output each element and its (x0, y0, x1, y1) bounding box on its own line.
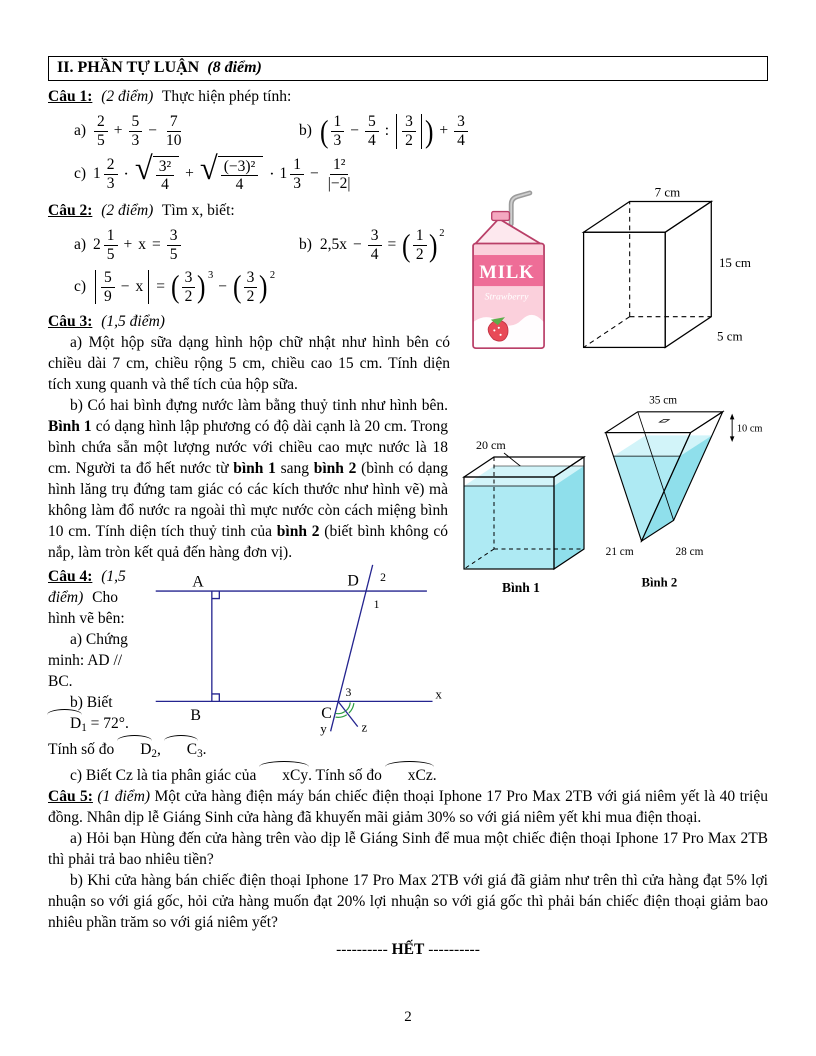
angle-1: 1 (373, 598, 380, 612)
angle-2: 2 (380, 571, 387, 585)
formula-cau1a: $\frac{2}{5}$ + $\frac{5}{3}$ − $\frac{7}{10}$ (93, 114, 186, 149)
strawberry-seed (498, 327, 500, 329)
cau5-heading-paragraph: Câu 5: (1 điểm) Một cửa hàng điện máy bán chiếc điện thoại Iphone 17 Pro Max 2TB với giá niêm yết là 40 triệu đồng. Nhân dịp lễ Giáng Sinh cửa hàng đã khuyến mãi giảm 30% so với giá niêm yết khi mua điện thoại. (48, 787, 768, 826)
section-points: (8 điểm) (207, 59, 262, 76)
end-marker: ---------- HẾT ---------- (336, 940, 480, 958)
cau1-heading (48, 86, 768, 107)
ray-y-label: y (320, 721, 327, 737)
formula-cau1b: ( $\frac{1}{3}$ − $\frac{5}{4}$ : $\frac{3}{2}$ ) + $\frac{3}{4}$ (319, 114, 469, 149)
ray-x-label: x (435, 686, 442, 702)
cau1-item-c (74, 150, 355, 194)
carton-gable (474, 219, 543, 246)
label-width: 7 cm (654, 186, 681, 200)
cau4-item-a: a) Chứng minh: AD // BC. (48, 631, 128, 691)
cuboid-front-face (584, 232, 666, 347)
cau3-paragraph-b: b) Có hai bình đựng nước làm bằng thuỷ tinh như hình bên. Bình 1 có dạng hình lập phương có độ dài cạnh là 20 cm. Trong bình chứa sẵn một lượng nước với chiều cao mực nước là 18 cm. Người ta đổ hết nước từ bình 1 sang bình 2 (bình có dạng hình lăng trụ đứng tam giác có các kích thước như hình vẽ) mà không làm đổ nước ra ngoài thì mực nước còn cách miệng bình 10 cm. Tính diện tích thuỷ tinh của bình 2 (biết bình không có nắp, làm tròn kết quả đến hàng đơn vị). (48, 397, 449, 562)
point-C: C (321, 705, 332, 723)
right-angle-mark (659, 420, 669, 423)
cuboid-hidden-edges (584, 202, 712, 348)
milk-flavor-text: Strawberry (484, 291, 529, 303)
cau2-item-c (74, 270, 275, 305)
cau1-c-label: c) (74, 165, 87, 183)
ray-z-label: z (361, 719, 368, 735)
cau3-points: (1,5 điểm) (101, 313, 165, 331)
cau3-paragraph-a: a) Một hộp sữa dạng hình hộp chữ nhật như hình bên có chiều dài 7 cm, chiều rộng 5 cm, chiều cao 15 cm. Tính diện tích xung quanh và thể tích của hộp sữa. (48, 334, 450, 394)
cau2-a-label: a) (74, 236, 87, 254)
binh1-water-front (464, 486, 554, 569)
formula-cau2a: 2 $\frac{1}{5}$ + x = $\frac{3}{5}$ (93, 228, 182, 263)
cau5-paragraph-b: b) Khi cửa hàng bán chiếc điện thoại Iphone 17 Pro Max 2TB với giá đã giảm như trên thì cửa hàng đạt 5% lợi nhuận so với giá gốc, hỏi cửa hàng muốn đạt 20% lợi nhuận so với giá gốc thì phải bán chiếc điện thoại giảm bao nhiêu phần trăm so với giá niêm yết? (48, 871, 768, 931)
figure-group-milk-box (458, 186, 768, 361)
section-title-box (48, 56, 768, 81)
carton-cap (492, 212, 510, 221)
arc-zCy-inner (336, 712, 345, 714)
strawberry-seed (500, 334, 502, 336)
milk-brand-text: MILK (479, 262, 535, 284)
gap-arrow-up (730, 414, 735, 420)
cau1-item-a (74, 114, 299, 149)
cau1-item-b (299, 114, 469, 149)
label-height: 15 cm (718, 254, 751, 270)
strawberry-seed (493, 330, 495, 332)
right-angle-A (212, 591, 219, 598)
figure-group-binh (456, 387, 768, 597)
label-binh2-right: 28 cm (675, 546, 704, 559)
formula-cau2b: 2,5x − $\frac{3}{4}$ = ( $\frac{1}{2}$ ) 2 (319, 227, 445, 263)
cau4-item-c: c) Biết Cz là tia phân giác của xCy. Tính số đo xCz. (70, 766, 437, 784)
label-binh1-edge: 20 cm (476, 438, 506, 453)
label-binh2-left: 21 cm (605, 546, 634, 559)
binh2-figure (600, 387, 768, 597)
page-number: 2 (404, 1009, 412, 1025)
cau2-b-label: b) (299, 236, 312, 254)
label-binh2-top: 35 cm (649, 394, 678, 407)
cau5-paragraph-a: a) Hỏi bạn Hùng đến cửa hàng trên vào dịp lễ Giáng Sinh để mua một chiếc điện thoại Iphone 17 Pro Max 2TB thì phải trả bao nhiêu tiền? (48, 829, 768, 868)
point-D: D (347, 572, 359, 590)
cau4-intro: Cho hình vẽ bên: (48, 589, 125, 628)
cau2-intro: Tìm x, biết: (161, 202, 235, 220)
cau2-item-b (299, 228, 444, 263)
formula-cau2c: $\frac{5}{9}$ − x = ( $\frac{3}{2}$ ) 3 − ( $\frac{3}{2}$ ) 2 (93, 270, 275, 305)
section-title: II. PHẦN TỰ LUẬN (57, 59, 200, 76)
right-angle-B (212, 694, 219, 701)
cau1-a-label: a) (74, 122, 87, 140)
ray-Cz (338, 702, 358, 727)
arc-xCz-inner (346, 703, 350, 711)
cau2-row-c (74, 270, 450, 305)
cau2-label: Câu 2: (48, 202, 93, 220)
transversal-DCy (331, 565, 373, 731)
milk-carton-figure (458, 186, 560, 356)
point-B: B (190, 707, 201, 725)
gap-arrow-down (730, 437, 735, 443)
cuboid-top-face (584, 202, 712, 233)
angle-3: 3 (345, 686, 352, 700)
binh1-figure (456, 387, 596, 597)
point-A: A (192, 573, 204, 591)
arc-zCy-outer (336, 715, 347, 718)
cau1-points: (2 điểm) (101, 88, 154, 105)
cau1-intro: Thực hiện phép tính: (161, 88, 292, 105)
cuboid-figure (574, 186, 766, 361)
binh2-caption: Bình 2 (641, 575, 678, 590)
cau1-b-label: b) (299, 122, 312, 140)
binh1-caption: Bình 1 (502, 580, 540, 596)
cau3-label: Câu 3: (48, 313, 93, 331)
label-depth: 5 cm (717, 328, 743, 344)
cuboid-side-face (665, 202, 711, 348)
geometry-figure (146, 563, 446, 736)
cau2-row-ab (74, 228, 450, 263)
cau2-item-a (74, 228, 299, 263)
cau1-label: Câu 1: (48, 88, 93, 105)
cau4-item-b: b) Biết D1 = 72°. Tính số đo D2, C3. (48, 694, 207, 760)
formula-cau1c: 1 $\frac{2}{3}$ ⋅ √ $\frac{\text{3²}}{4}$ + √ $\frac{\text{(−3)²}}{4}$ ⋅ 1 $\frac{1}{3}$ − $\frac{\text{1²}}{|-2|}$ (93, 150, 351, 194)
cau4-points: (1,5 điểm) (48, 568, 126, 607)
cau2-c-label: c) (74, 278, 87, 296)
cau4-label: Câu 4: (48, 568, 93, 586)
cau1-row-ab (74, 114, 768, 149)
figure-geometry (146, 563, 448, 736)
cau2-points: (2 điểm) (101, 202, 154, 220)
label-binh2-gap: 10 cm (736, 423, 763, 435)
